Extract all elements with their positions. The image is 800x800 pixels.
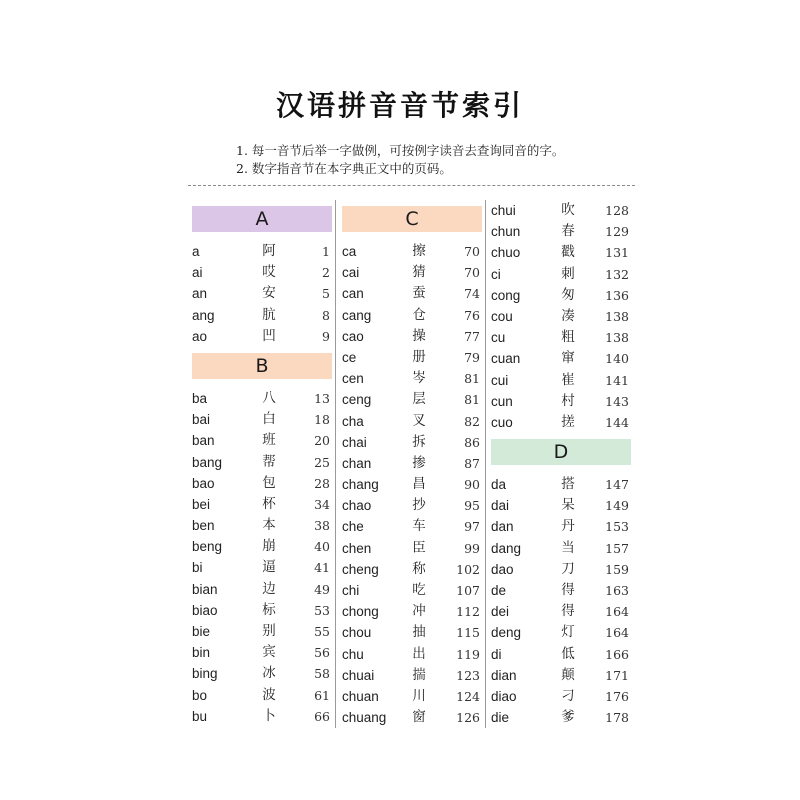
example-character: 凑 (561, 307, 575, 324)
page-number: 90 (464, 477, 480, 493)
example-character: 称 (412, 560, 426, 577)
pinyin-syllable: chu (342, 646, 364, 662)
page-number: 138 (605, 308, 629, 324)
page-number: 18 (314, 412, 330, 428)
example-character: 包 (262, 474, 276, 491)
index-entry (491, 622, 631, 643)
page-number: 79 (464, 349, 480, 365)
pinyin-syllable: chuang (342, 710, 387, 726)
page-number: 149 (605, 498, 629, 514)
example-character: 肮 (262, 306, 276, 323)
index-entry (342, 305, 482, 326)
page-number: 159 (605, 561, 629, 577)
page-number: 56 (314, 645, 330, 661)
pinyin-syllable: cai (342, 265, 360, 281)
pinyin-syllable: che (342, 519, 364, 535)
index-entry (342, 601, 482, 622)
pinyin-syllable: cou (491, 308, 513, 324)
page-number: 164 (605, 625, 629, 641)
pinyin-syllable: dai (491, 498, 510, 514)
pinyin-syllable: chou (342, 625, 372, 641)
pinyin-syllable: a (192, 244, 200, 259)
page-number: 143 (605, 393, 629, 409)
index-entry (342, 495, 482, 516)
page-number: 107 (456, 583, 480, 598)
index-entry (192, 305, 332, 326)
pinyin-syllable: cen (342, 371, 364, 387)
page-number: 58 (314, 666, 330, 682)
page-number: 176 (605, 688, 629, 704)
index-entry (491, 348, 631, 369)
pinyin-syllable: cun (491, 393, 513, 409)
index-entry (192, 283, 332, 304)
index-entry (192, 430, 332, 451)
index-entry (491, 370, 631, 391)
index-entry (491, 580, 631, 601)
index-entry (342, 389, 482, 410)
example-character: 卜 (262, 707, 276, 724)
page-number: 132 (605, 266, 629, 282)
example-character: 刁 (561, 687, 575, 704)
example-character: 班 (262, 432, 276, 449)
page-number: 178 (605, 710, 629, 726)
index-entry (342, 644, 482, 665)
page-number: 41 (314, 560, 330, 576)
pinyin-syllable: chuo (491, 245, 521, 261)
page-number: 5 (322, 286, 330, 302)
pinyin-syllable: bao (192, 475, 215, 491)
example-character: 册 (412, 348, 426, 365)
example-character: 崔 (561, 371, 575, 388)
pinyin-syllable: chang (342, 477, 379, 493)
example-character: 蚕 (412, 285, 426, 302)
page-number: 70 (464, 244, 480, 259)
index-entry (491, 285, 631, 306)
index-entry (342, 622, 482, 643)
page-number: 144 (605, 414, 629, 430)
page-number: 97 (464, 519, 480, 535)
pinyin-syllable: bo (192, 687, 208, 703)
index-entry (342, 262, 482, 283)
example-character: 安 (262, 285, 276, 302)
example-character: 岑 (412, 370, 426, 387)
index-entry (342, 453, 482, 474)
page-number: 1 (322, 244, 330, 259)
index-entry (342, 474, 482, 495)
index-entry (342, 241, 482, 262)
pinyin-syllable: bang (192, 454, 223, 470)
example-character: 颠 (561, 666, 575, 683)
pinyin-syllable: chuai (342, 667, 375, 683)
example-character: 凹 (262, 327, 276, 344)
pinyin-syllable: bian (192, 581, 218, 597)
example-character: 抄 (412, 497, 426, 514)
example-character: 逼 (262, 559, 276, 576)
index-entry (342, 411, 482, 432)
pinyin-syllable: bing (192, 666, 218, 682)
page-number: 171 (605, 667, 629, 683)
pinyin-syllable: chuan (342, 688, 379, 704)
pinyin-syllable: chai (342, 434, 367, 450)
index-entry (192, 663, 332, 684)
index-entry (342, 707, 482, 728)
page-number: 112 (456, 604, 480, 620)
page-number: 157 (605, 540, 629, 556)
column-divider (485, 200, 486, 728)
pinyin-syllable: dao (491, 561, 514, 577)
example-character: 拆 (412, 433, 426, 450)
page-number: 76 (464, 307, 480, 323)
example-character: 波 (262, 686, 276, 703)
example-character: 春 (561, 223, 575, 240)
pinyin-syllable: bin (192, 645, 211, 661)
page-number: 126 (456, 710, 480, 726)
page-number: 53 (314, 602, 330, 618)
page-number: 8 (322, 307, 330, 323)
page-number: 140 (605, 351, 629, 367)
pinyin-syllable: dei (491, 604, 510, 620)
example-character: 哎 (262, 264, 276, 281)
dashed-divider (188, 185, 635, 186)
index-entry (491, 221, 631, 242)
example-character: 爹 (561, 709, 575, 726)
example-character: 昌 (412, 476, 426, 493)
page-number: 55 (314, 624, 330, 639)
page-number: 163 (605, 583, 629, 598)
page-number: 49 (314, 581, 330, 597)
index-entry (491, 516, 631, 537)
pinyin-syllable: ao (192, 328, 208, 344)
index-entry (491, 264, 631, 285)
pinyin-syllable: da (491, 477, 507, 493)
index-entry (491, 306, 631, 327)
pinyin-syllable: dian (491, 667, 517, 683)
index-entry (491, 391, 631, 412)
letter-header-a: A (192, 206, 332, 232)
index-entry (192, 388, 332, 409)
page-number: 119 (456, 646, 480, 662)
index-entry (342, 347, 482, 368)
pinyin-syllable: bu (192, 708, 208, 724)
pinyin-syllable: bei (192, 496, 211, 512)
note-line: 2. 数字指音节在本字典正文中的页码。 (236, 161, 452, 176)
example-character: 白 (262, 411, 276, 428)
index-entry (342, 580, 482, 601)
pinyin-syllable: diao (491, 688, 517, 704)
pinyin-syllable: biao (192, 602, 218, 618)
page-number: 153 (605, 519, 629, 535)
page-number: 28 (314, 475, 330, 491)
pinyin-syllable: bie (192, 624, 211, 639)
pinyin-syllable: chao (342, 498, 372, 514)
page-number: 77 (464, 328, 480, 344)
letter-header-b: B (192, 353, 332, 379)
index-entry (491, 665, 631, 686)
index-entry (342, 559, 482, 580)
index-entry (342, 516, 482, 537)
example-character: 窜 (561, 350, 575, 367)
index-entry (491, 601, 631, 622)
index-entry (192, 452, 332, 473)
index-entry (491, 327, 631, 348)
example-character: 搭 (561, 476, 575, 493)
page-number: 25 (314, 454, 330, 470)
example-character: 崩 (262, 538, 276, 555)
pinyin-syllable: chun (491, 224, 521, 240)
example-character: 窗 (412, 709, 426, 726)
example-character: 低 (561, 645, 575, 662)
example-character: 得 (561, 603, 575, 620)
index-entry (192, 557, 332, 578)
pinyin-syllable: bai (192, 412, 211, 428)
example-character: 杯 (262, 495, 276, 512)
index-entry (342, 326, 482, 347)
pinyin-syllable: dan (491, 519, 514, 535)
page-number: 129 (605, 224, 629, 240)
index-entry (342, 368, 482, 389)
page-number: 61 (314, 687, 330, 703)
page-number: 123 (456, 667, 480, 683)
index-entry (342, 283, 482, 304)
example-character: 吃 (412, 582, 426, 598)
pinyin-syllable: an (192, 286, 208, 302)
pinyin-syllable: ba (192, 390, 208, 406)
page-number: 138 (605, 330, 629, 346)
page-number: 95 (464, 498, 480, 514)
page-number: 81 (464, 392, 480, 408)
page-number: 66 (314, 708, 330, 724)
index-entry (342, 538, 482, 559)
page-number: 81 (464, 371, 480, 387)
index-entry (491, 474, 631, 495)
page-number: 70 (464, 265, 480, 281)
example-character: 出 (412, 645, 426, 662)
pinyin-syllable: bi (192, 560, 203, 576)
page-number: 164 (605, 604, 629, 620)
index-column-2 (342, 200, 482, 728)
index-entry (192, 494, 332, 515)
page-number: 20 (314, 433, 330, 449)
page-number: 74 (464, 286, 480, 302)
page-number: 40 (314, 539, 330, 555)
index-entry (192, 536, 332, 557)
example-character: 叉 (412, 412, 426, 429)
example-character: 搓 (561, 413, 575, 430)
index-entry (491, 644, 631, 665)
example-character: 标 (262, 601, 276, 618)
index-entry (192, 600, 332, 621)
example-character: 粗 (561, 329, 575, 346)
page-number: 136 (605, 287, 629, 303)
page-number: 99 (464, 540, 480, 556)
page-number: 9 (322, 328, 330, 344)
pinyin-syllable: ban (192, 433, 215, 449)
pinyin-syllable: cuo (491, 414, 513, 430)
index-entry (491, 559, 631, 580)
page-number: 131 (605, 245, 629, 261)
page-number: 82 (464, 413, 480, 429)
example-character: 操 (412, 327, 426, 344)
index-entry (192, 241, 332, 262)
index-entry (342, 432, 482, 453)
pinyin-syllable: di (491, 646, 502, 662)
example-character: 得 (561, 582, 575, 598)
index-entry (491, 412, 631, 433)
example-character: 猜 (412, 264, 426, 281)
example-character: 当 (561, 539, 575, 556)
example-character: 抽 (412, 624, 426, 641)
example-character: 刺 (561, 265, 575, 282)
index-entry (491, 200, 631, 221)
column-divider (335, 200, 336, 728)
index-entry (491, 242, 631, 263)
page-number: 86 (464, 434, 480, 450)
example-character: 边 (262, 580, 276, 597)
example-character: 臣 (412, 539, 426, 556)
usage-notes (236, 142, 564, 178)
example-character: 车 (412, 518, 426, 535)
letter-header-c: C (342, 206, 482, 232)
example-character: 呆 (561, 497, 575, 514)
index-entry (192, 621, 332, 642)
index-entry (342, 686, 482, 707)
pinyin-syllable: cuan (491, 351, 521, 367)
page-title: 汉语拼音音节索引 (275, 89, 524, 122)
example-character: 帮 (262, 453, 276, 470)
page-number: 166 (605, 646, 629, 662)
example-character: 层 (412, 391, 426, 408)
example-character: 冰 (262, 665, 276, 682)
example-character: 吹 (561, 202, 575, 218)
pinyin-syllable: chui (491, 203, 516, 218)
pinyin-syllable: chan (342, 455, 372, 471)
pinyin-syllable: beng (192, 539, 223, 555)
example-character: 村 (561, 392, 575, 409)
pinyin-syllable: chi (342, 583, 360, 598)
page-number: 141 (605, 372, 629, 388)
pinyin-syllable: ang (192, 307, 215, 323)
index-entry (192, 473, 332, 494)
pinyin-syllable: dang (491, 540, 522, 556)
pinyin-syllable: can (342, 286, 364, 302)
example-character: 揣 (412, 666, 426, 683)
note-line: 1. 每一音节后举一字做例，可按例字读音去查询同音的字。 (236, 143, 565, 158)
index-entry (192, 262, 332, 283)
index-column-1 (192, 200, 332, 727)
index-entry (192, 326, 332, 347)
pinyin-syllable: cu (491, 330, 506, 346)
pinyin-syllable: chen (342, 540, 372, 556)
pinyin-syllable: ca (342, 244, 357, 259)
page-number: 128 (605, 203, 629, 218)
pinyin-syllable: cheng (342, 561, 379, 577)
index-entry (192, 579, 332, 600)
page-number: 13 (314, 390, 330, 406)
pinyin-syllable: cui (491, 372, 509, 388)
page-number: 124 (456, 688, 480, 704)
pinyin-syllable: ben (192, 518, 215, 534)
pinyin-syllable: deng (491, 625, 522, 641)
example-character: 刀 (561, 560, 575, 577)
page-number: 115 (456, 625, 480, 641)
example-character: 八 (262, 389, 276, 406)
index-entry (342, 665, 482, 686)
pinyin-syllable: ai (192, 265, 203, 281)
index-entry (192, 642, 332, 663)
index-entry (192, 706, 332, 727)
example-character: 本 (262, 517, 276, 534)
pinyin-syllable: ci (491, 266, 501, 282)
page-number: 147 (605, 477, 629, 493)
example-character: 宾 (262, 644, 276, 661)
pinyin-syllable: cang (342, 307, 372, 323)
example-character: 丹 (561, 518, 575, 535)
pinyin-syllable: cong (491, 287, 521, 303)
example-character: 阿 (262, 243, 276, 259)
example-character: 匆 (561, 286, 575, 303)
page-number: 87 (464, 455, 480, 471)
pinyin-syllable: chong (342, 604, 379, 620)
page-number: 102 (456, 561, 480, 577)
pinyin-syllable: cha (342, 413, 364, 429)
letter-header-d: D (491, 439, 631, 465)
example-character: 灯 (561, 624, 575, 641)
page-number: 38 (314, 518, 330, 534)
index-entry (491, 686, 631, 707)
pinyin-syllable: ce (342, 349, 357, 365)
pinyin-syllable: de (491, 583, 507, 598)
example-character: 仓 (412, 306, 426, 323)
index-entry (192, 409, 332, 430)
example-character: 川 (412, 687, 426, 704)
example-character: 冲 (412, 603, 426, 620)
index-entry (491, 707, 631, 728)
pinyin-syllable: die (491, 710, 510, 726)
example-character: 别 (262, 623, 276, 639)
example-character: 戳 (561, 244, 575, 261)
index-column-3 (491, 200, 631, 728)
index-entry (192, 515, 332, 536)
pinyin-syllable: ceng (342, 392, 372, 408)
index-entry (192, 685, 332, 706)
example-character: 掺 (412, 454, 426, 471)
page-number: 34 (314, 496, 330, 512)
index-entry (491, 538, 631, 559)
pinyin-syllable: cao (342, 328, 364, 344)
index-entry (491, 495, 631, 516)
page-number: 2 (322, 265, 330, 281)
example-character: 擦 (412, 243, 426, 259)
